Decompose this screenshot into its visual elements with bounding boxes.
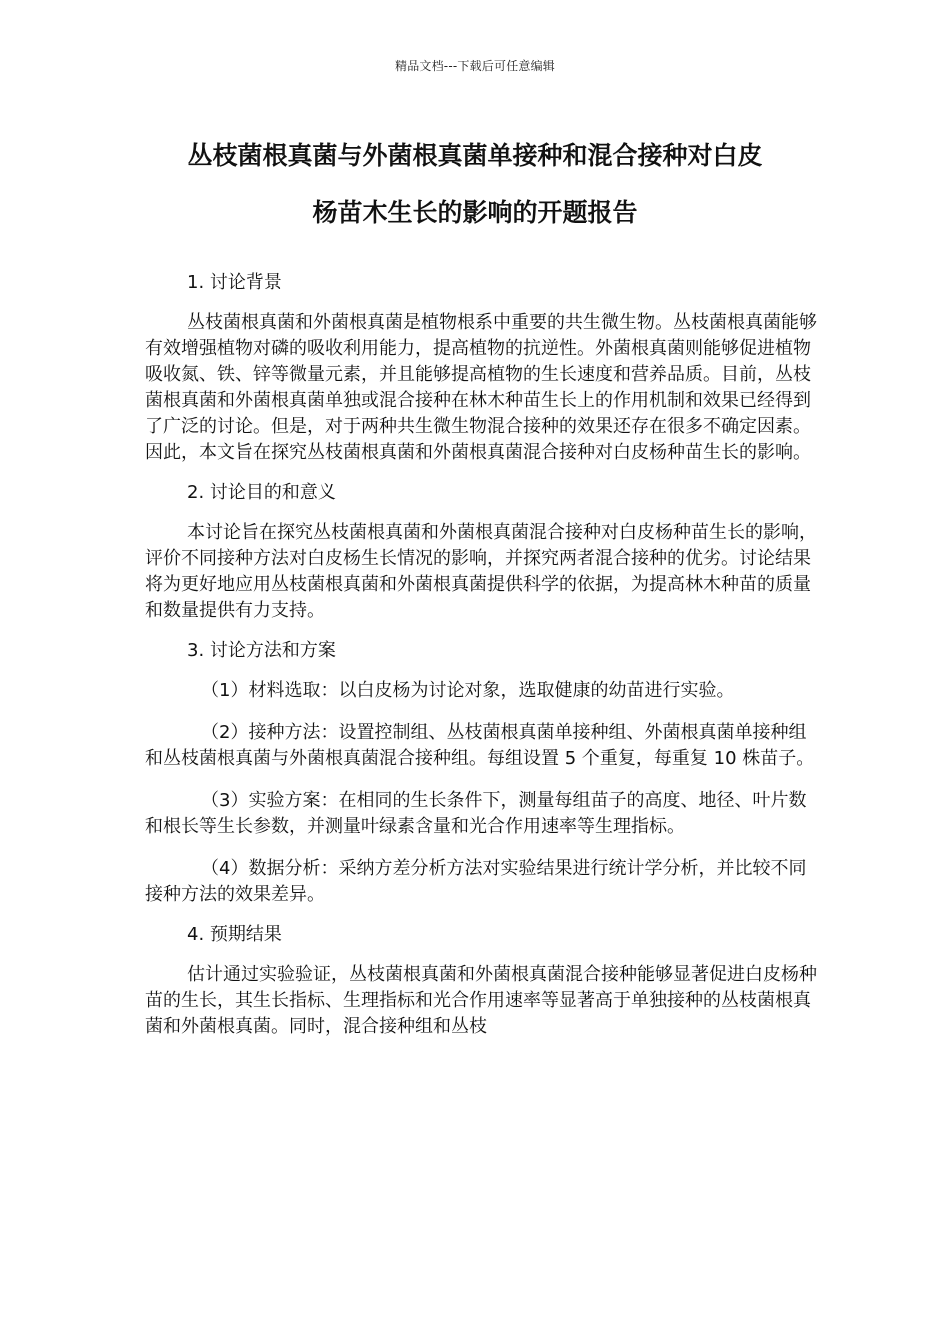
method-item-4: （4）数据分析：采纳方差分析方法对实验结果进行统计学分析，并比较不同接种方法的效果差异。 [145, 858, 807, 905]
section-heading-methods: 3. 讨论方法和方案 [187, 640, 336, 661]
header-note: 精品文档---下载后可任意编辑 [395, 59, 555, 73]
document-body [145, 270, 817, 1040]
section-heading-background: 1. 讨论背景 [187, 272, 282, 293]
section-body-expected-results: 估计通过实验验证，丛枝菌根真菌和外菌根真菌混合接种能够显著促进白皮杨种苗的生长，其生长指标、生理指标和光合作用速率等显著高于单独接种的丛枝菌根真菌和外菌根真菌。同时，混合接种组和丛枝 [145, 964, 817, 1037]
document-title-line-2: 杨苗木生长的影响的开题报告 [312, 198, 638, 227]
section-heading-expected-results: 4. 预期结果 [187, 924, 282, 945]
method-item-1: （1）材料选取：以白皮杨为讨论对象，选取健康的幼苗进行实验。 [201, 680, 735, 701]
method-item-3: （3）实验方案：在相同的生长条件下，测量每组苗子的高度、地径、叶片数和根长等生长参数，并测量叶绿素含量和光合作用速率等生理指标。 [145, 790, 807, 837]
section-heading-purpose: 2. 讨论目的和意义 [187, 482, 336, 503]
section-body-background: 丛枝菌根真菌和外菌根真菌是植物根系中重要的共生微生物。丛枝菌根真菌能够有效增强植物对磷的吸收利用能力，提高植物的抗逆性。外菌根真菌则能够促进植物吸收氮、铁、锌等微量元素，并且能够提高植物的生长速度和营养品质。目前，丛枝菌根真菌和外菌根真菌单独或混合接种在林木种苗生长上的作用机制和效果已经得到了广泛的讨论。但是，对于两种共生微生物混合接种的效果还存在很多不确定因素。因此，本文旨在探究丛枝菌根真菌和外菌根真菌混合接种对白皮杨种苗生长的影响。 [145, 312, 817, 463]
method-item-2: （2）接种方法：设置控制组、丛枝菌根真菌单接种组、外菌根真菌单接种组和丛枝菌根真菌与外菌根真菌混合接种组。每组设置 5 个重复，每重复 10 株苗子。 [145, 722, 815, 769]
document-title-line-1: 丛枝菌根真菌与外菌根真菌单接种和混合接种对白皮 [187, 141, 763, 170]
section-body-purpose: 本讨论旨在探究丛枝菌根真菌和外菌根真菌混合接种对白皮杨种苗生长的影响，评价不同接种方法对白皮杨生长情况的影响，并探究两者混合接种的优劣。讨论结果将为更好地应用丛枝菌根真菌和外菌根真菌提供科学的依据，为提高林木种苗的质量和数量提供有力支持。 [145, 522, 817, 621]
